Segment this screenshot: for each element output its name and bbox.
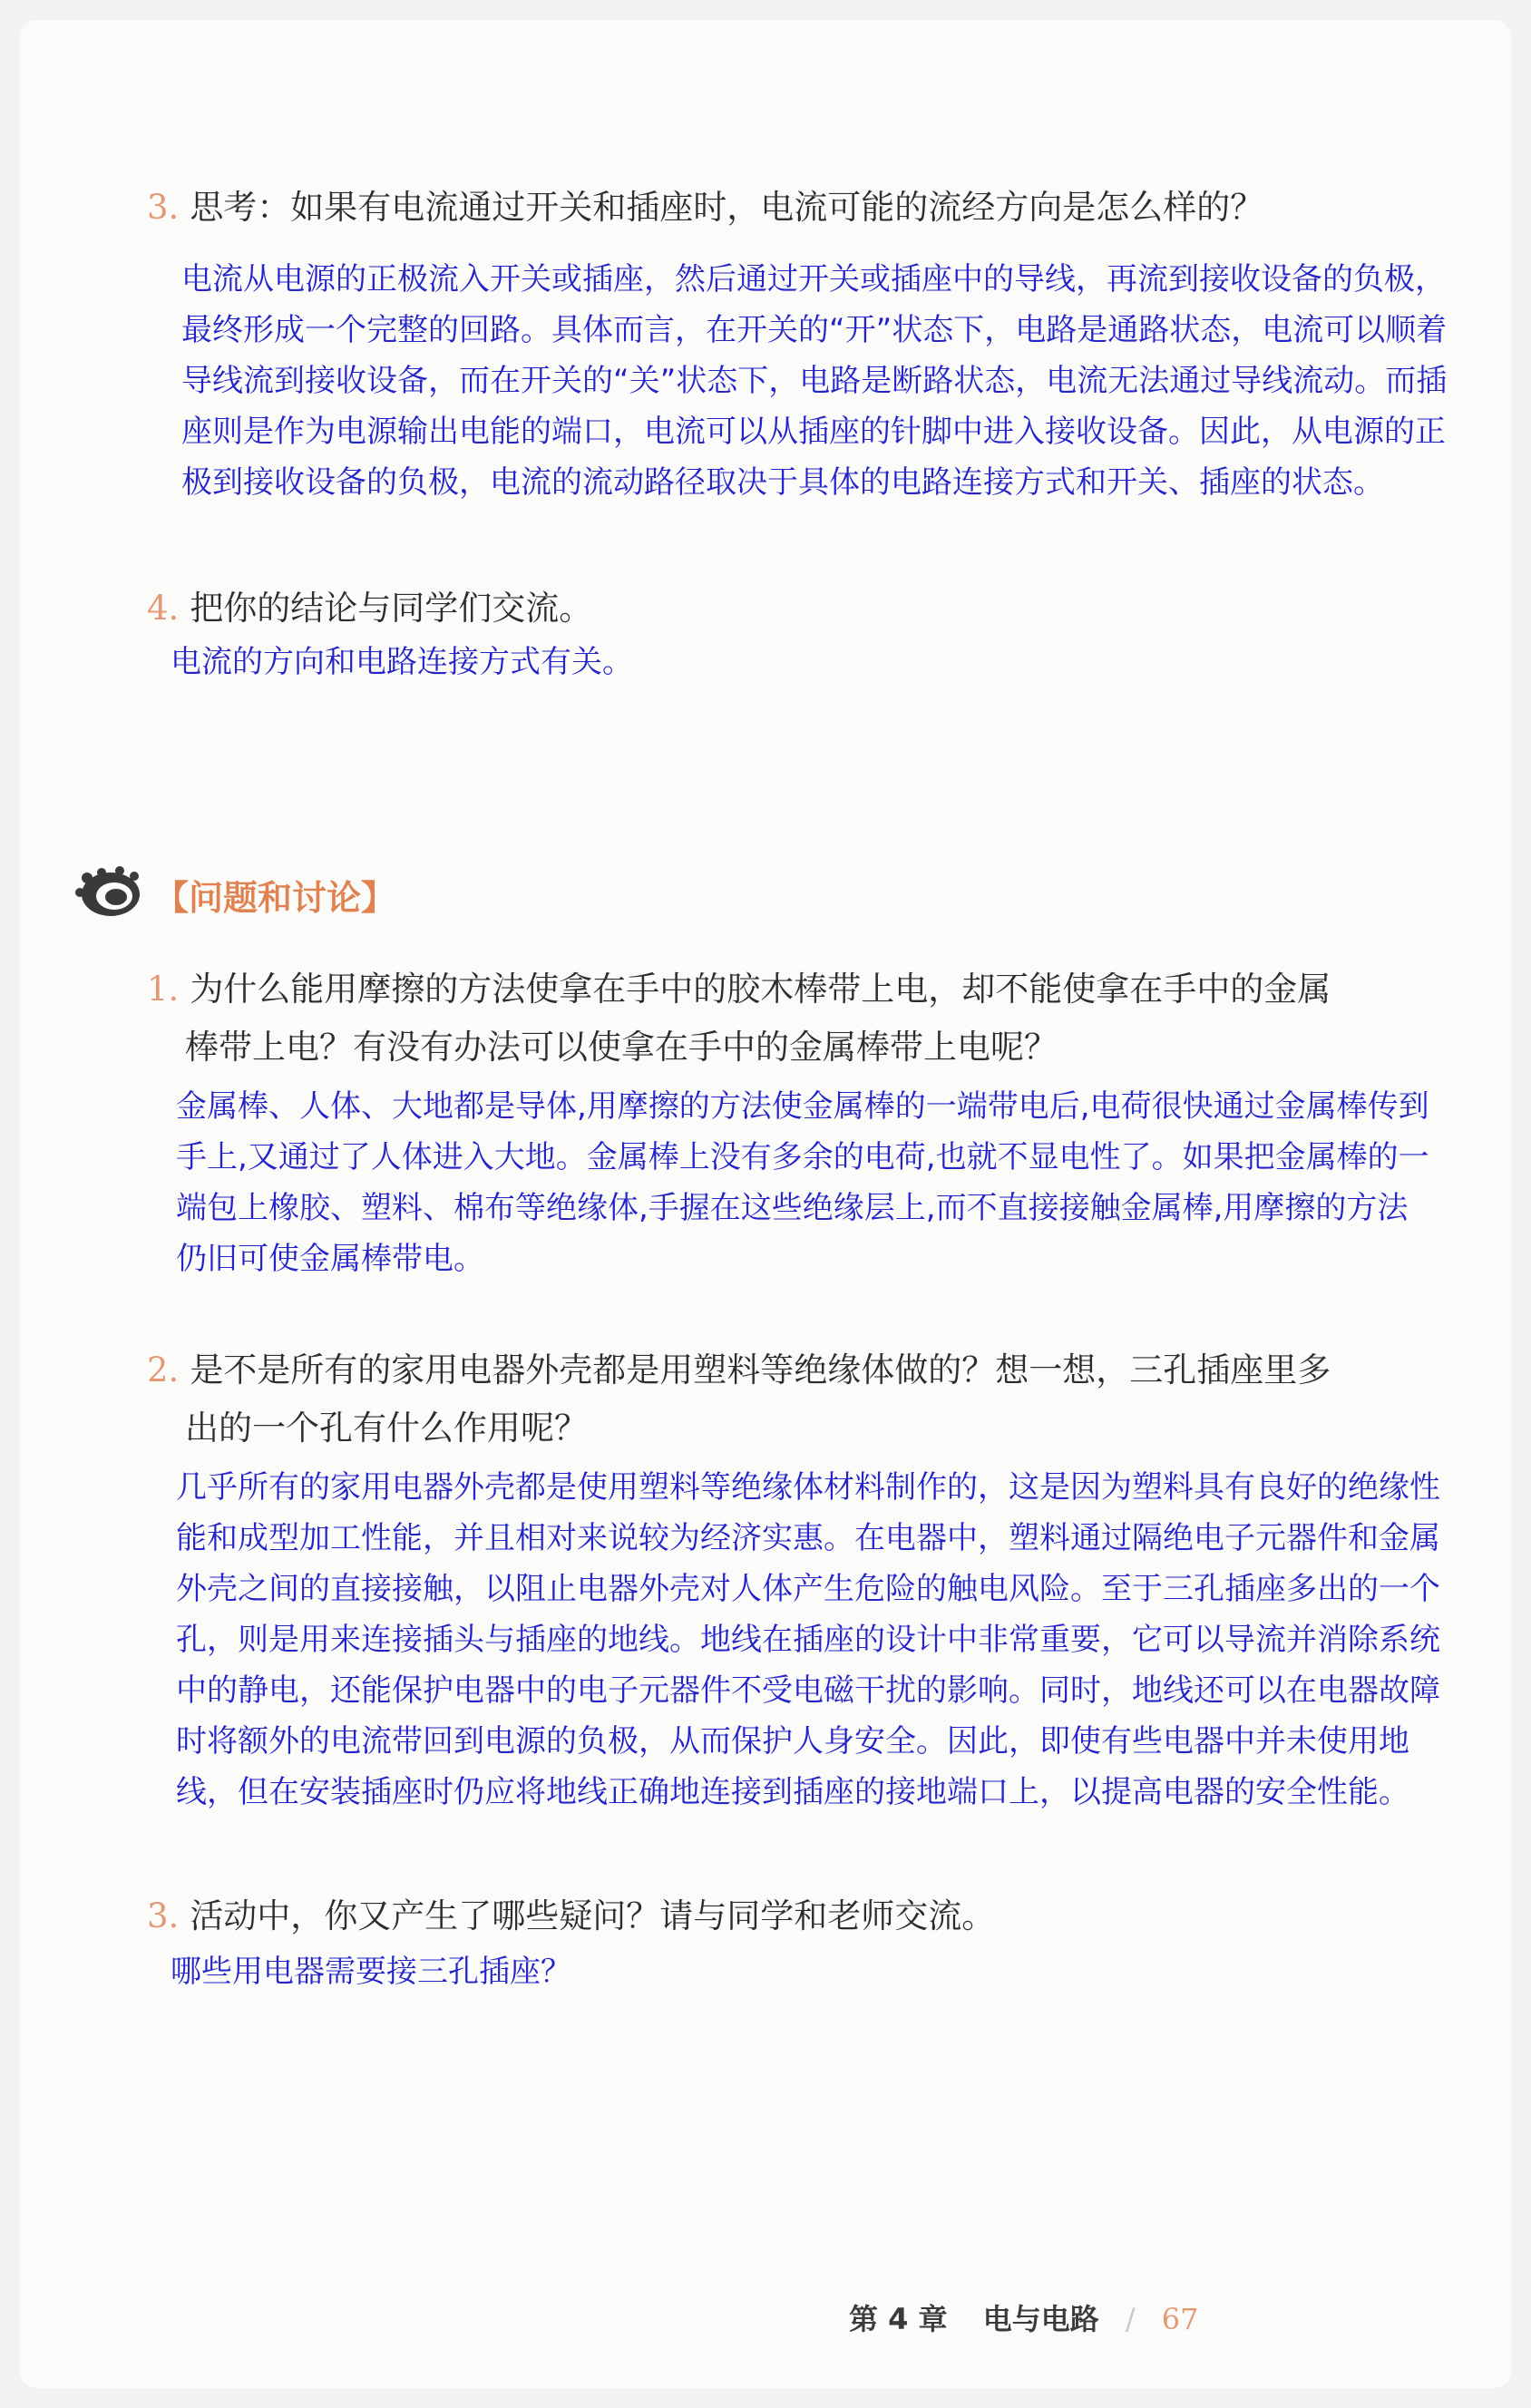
answer-4-top xyxy=(171,637,1440,687)
answer-text: 哪些用电器需要接三孔插座？ xyxy=(171,1954,571,1990)
question-number: 2. xyxy=(147,1350,180,1389)
discussion-icon xyxy=(74,865,145,923)
question-3-top xyxy=(147,181,1471,234)
answer-text: 电流从电源的正极流入开关或插座，然后通过开关或插座中的导线，再流到接收设备的负极，最终形成一个完整的回路。具体而言，在开关的“开”状态下，电路是通路状态，电流可以顺着导线流到接收设备，而在开关的“关”状态下，电路是断路状态，电流无法通过导线流动。而插座则是作为电源输出电能的端口，电流可以从插座的针脚中进入接收设备。因此，从电源的正极到接收设备的负极，电流的流动路径取决于具体的电路连接方式和开关、插座的状态。 xyxy=(181,261,1448,501)
answer-3-top xyxy=(181,254,1451,508)
discussion-question-1 xyxy=(147,963,1471,1074)
question-text: 活动中，你又产生了哪些疑问？请与同学和老师交流。 xyxy=(190,1896,996,1935)
question-line-1: 为什么能用摩擦的方法使拿在手中的胶木棒带上电，却不能使拿在手中的金属 xyxy=(190,970,1331,1009)
question-number: 1. xyxy=(147,970,180,1009)
discussion-answer-2 xyxy=(176,1462,1442,1818)
discussion-answer-3 xyxy=(171,1946,1440,1997)
page-number: 67 xyxy=(1161,2302,1199,2336)
answer-text: 几乎所有的家用电器外壳都是使用塑料等绝缘体材料制作的，这是因为塑料具有良好的绝缘性能和成型加工性能，并且相对来说较为经济实惠。在电器中，塑料通过隔绝电子元器件和金属外壳之间的直接接触，以阻止电器外壳对人体产生危险的触电风险。至于三孔插座多出的一个孔，则是用来连接插头与插座的地线。地线在插座的设计中非常重要，它可以导流并消除系统中的静电，还能保护电器中的电子元器件不受电磁干扰的影响。同时，地线还可以在电器故障时将额外的电流带回到电源的负极，从而保护人身安全。因此，即使有些电器中并未使用地线，但在安装插座时仍应将地线正确地连接到插座的接地端口上，以提高电器的安全性能。 xyxy=(176,1469,1440,1810)
chapter-title: 电与电路 xyxy=(982,2302,1099,2336)
question-number: 3. xyxy=(147,1896,180,1935)
question-text: 把你的结论与同学们交流。 xyxy=(190,589,593,628)
footer-separator: / xyxy=(1125,2302,1136,2336)
question-number: 4. xyxy=(147,589,180,628)
chapter-label: 第 4 章 xyxy=(849,2302,948,2336)
question-line-2: 棒带上电？有没有办法可以使拿在手中的金属棒带上电呢？ xyxy=(185,1028,1058,1067)
answer-text: 金属棒、人体、大地都是导体,用摩擦的方法使金属棒的一端带电后,电荷很快通过金属棒传到手上,又通过了人体进入大地。金属棒上没有多余的电荷,也就不显电性了。如果把金属棒的一端包上橡胶、塑料、棉布等绝缘体,手握在这些绝缘层上,而不直接接触金属棒,用摩擦的方法仍旧可使金属棒带电。 xyxy=(176,1088,1429,1277)
section-heading xyxy=(74,865,395,923)
section-title: 【问题和讨论】 xyxy=(154,877,396,918)
discussion-answer-1 xyxy=(176,1081,1437,1284)
page xyxy=(20,20,1511,2388)
page-footer xyxy=(849,2296,1199,2338)
discussion-question-3 xyxy=(147,1890,1471,1943)
question-text: 思考：如果有电流通过开关和插座时，电流可能的流经方向是怎么样的？ xyxy=(190,188,1264,227)
answer-text: 电流的方向和电路连接方式有关。 xyxy=(171,644,633,680)
question-line-2: 出的一个孔有什么作用呢？ xyxy=(185,1409,588,1448)
question-line-1: 是不是所有的家用电器外壳都是用塑料等绝缘体做的？想一想，三孔插座里多 xyxy=(190,1350,1331,1389)
discussion-question-2 xyxy=(147,1344,1471,1455)
question-4-top xyxy=(147,582,1471,635)
question-number: 3. xyxy=(147,188,180,227)
